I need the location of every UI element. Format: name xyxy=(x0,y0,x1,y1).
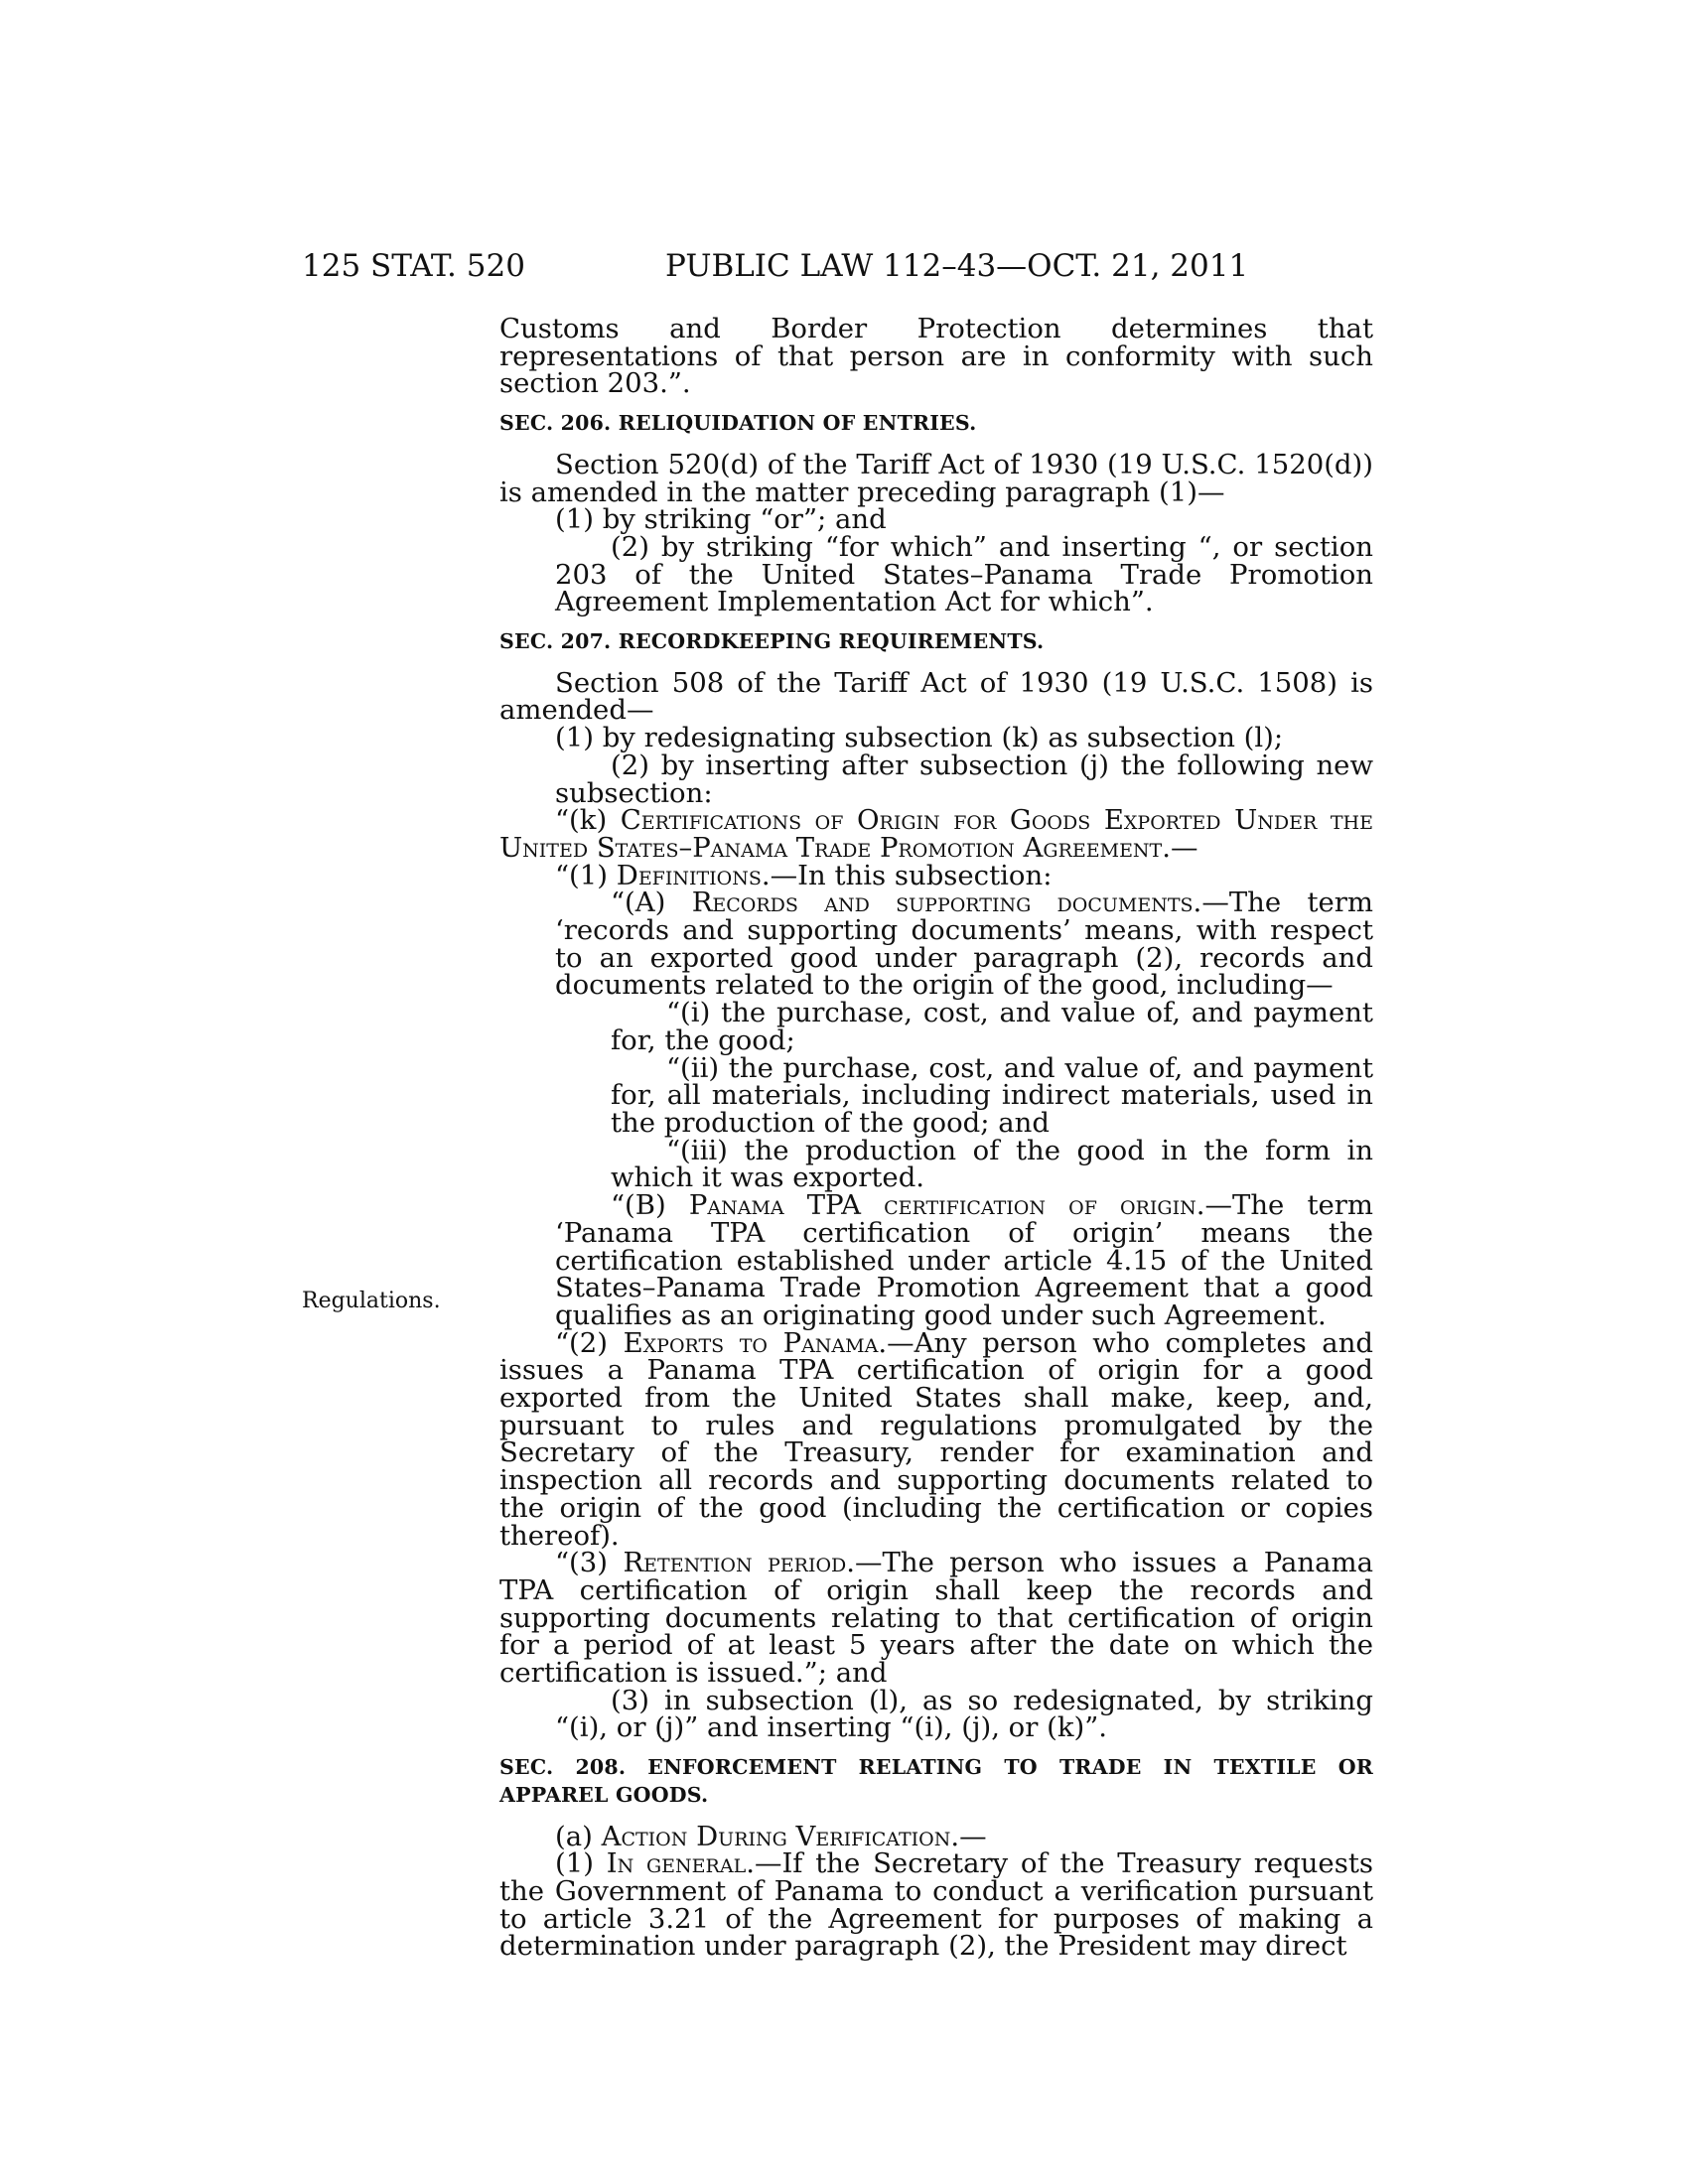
paragraph-retention-period xyxy=(499,1547,1373,1690)
main-text-column xyxy=(499,313,1374,1963)
retention-lead: “(3) xyxy=(555,1547,624,1579)
paragraph-in-general xyxy=(499,1847,1373,1963)
section-207-item-3: (3) in subsection (l), as so redesignated, by striking “(i), or (j)” and inserting “(i), (j), or (k)”. xyxy=(555,1684,1373,1744)
retention-rest: —The person who issues a Panama TPA certification of origin shall keep the records and supporting documents relating to that certification of origin for a period of at least 5 years after the date on which the certification is issued.”; and xyxy=(499,1547,1373,1690)
subsection-k-lead: “(k) xyxy=(555,804,621,837)
records-caption: Records and supporting documents. xyxy=(691,887,1202,919)
running-head-public-law: PUBLIC LAW 112–43—OCT. 21, 2011 xyxy=(665,248,1249,284)
panama-tpa-caption: Panama TPA certification of origin. xyxy=(688,1189,1205,1222)
retention-caption: Retention period. xyxy=(623,1547,856,1579)
section-207-item-1: (1) by redesignating subsection (k) as subsection (l); xyxy=(555,722,1284,754)
section-206-intro: Section 520(d) of the Tariff Act of 1930 (19 U.S.C. 1520(d)) is amended in the matter preceding paragraph (1)— xyxy=(499,448,1373,508)
section-208-heading xyxy=(499,1754,1373,1809)
in-general-caption: In general. xyxy=(606,1847,755,1880)
definitions-lead: “(1) xyxy=(555,859,617,891)
subsection-a-dash: — xyxy=(959,1820,987,1852)
paragraph-exports-to-panama xyxy=(499,1326,1374,1552)
clause-ii: “(ii) the purchase, cost, and value of, and payment for, all materials, including indirect materials, used in the production of the good; and xyxy=(611,1051,1373,1139)
panama-tpa-rest: —The term ‘Panama TPA certification of origin’ means the certification established under article 4.15 of the United States–Panama Trade Promotion Agreement that a good qualifies as an originating good under such Agreement. xyxy=(555,1189,1374,1331)
section-207-heading: SEC. 207. RECORDKEEPING REQUIREMENTS. xyxy=(499,629,1045,654)
clause-iii: “(iii) the production of the good in the form in which it was exported. xyxy=(611,1134,1373,1194)
subsection-a xyxy=(499,1820,1373,1852)
exports-caption: Exports to Panama. xyxy=(623,1326,888,1359)
page-stat-number: 125 STAT. 520 xyxy=(302,248,525,284)
section-208-heading-line1: SEC. 208. ENFORCEMENT RELATING TO TRADE IN TEXTILE OR xyxy=(499,1755,1373,1780)
paragraph-definitions xyxy=(499,859,1373,891)
section-207-item-2: (2) by inserting after subsection (j) the following new subsection: xyxy=(555,749,1373,809)
definition-panama-tpa xyxy=(499,1189,1374,1331)
section-206-heading: SEC. 206. RELIQUIDATION OF ENTRIES. xyxy=(499,411,977,436)
subsection-k-caption: Certifications of Origin for Goods Exported Under the United States–Panama Trade Promotion Agreement. xyxy=(499,804,1373,864)
subsection-k xyxy=(499,804,1373,864)
section-207-intro: Section 508 of the Tariff Act of 1930 (19 U.S.C. 1508) is amended— xyxy=(499,666,1373,727)
subsection-k-dash: — xyxy=(1170,831,1198,864)
section-206-item-1: (1) by striking “or”; and xyxy=(555,503,887,536)
panama-tpa-lead: “(B) xyxy=(611,1189,689,1222)
section-208-heading-line2: APPAREL GOODS. xyxy=(499,1782,709,1807)
exports-rest: —Any person who completes and issues a Panama TPA certification of origin for a good exported from the United States shall make, keep, and, pursuant to rules and regulations promulgated by the Secretary of the Treasury, render for examination and inspection all records and supporting documents related to the origin of the good (including the certification or copies thereof). xyxy=(499,1326,1374,1552)
definitions-rest: —In this subsection: xyxy=(770,859,1053,891)
subsection-a-lead: (a) xyxy=(555,1820,602,1852)
subsection-a-caption: Action During Verification. xyxy=(601,1820,960,1852)
in-general-rest: —If the Secretary of the Treasury requests the Government of Panama to conduct a verification pursuant to article 3.21 of the Agreement for purposes of making a determination under paragraph (2), the President may direct xyxy=(499,1847,1373,1963)
in-general-lead: (1) xyxy=(555,1847,607,1880)
continued-paragraph: Customs and Border Protection determines that representations of that person are in conformity with such section 203.”. xyxy=(499,313,1373,400)
margin-note-regulations: Regulations. xyxy=(302,1289,441,1313)
clause-i: “(i) the purchase, cost, and value of, and payment for, the good; xyxy=(611,997,1373,1056)
section-206-item-2: (2) by striking “for which” and inserting “, or section 203 of the United States–Panama Trade Promotion Agreement Implementation Act for which”. xyxy=(555,530,1373,618)
definitions-caption: Definitions. xyxy=(616,859,771,891)
definition-records xyxy=(499,889,1373,1000)
records-rest: —The term ‘records and supporting documents’ means, with respect to an exported good under paragraph (2), records and documents related to the origin of the good, including— xyxy=(555,887,1373,1002)
records-lead: “(A) xyxy=(611,887,692,919)
exports-lead: “(2) xyxy=(555,1326,624,1359)
